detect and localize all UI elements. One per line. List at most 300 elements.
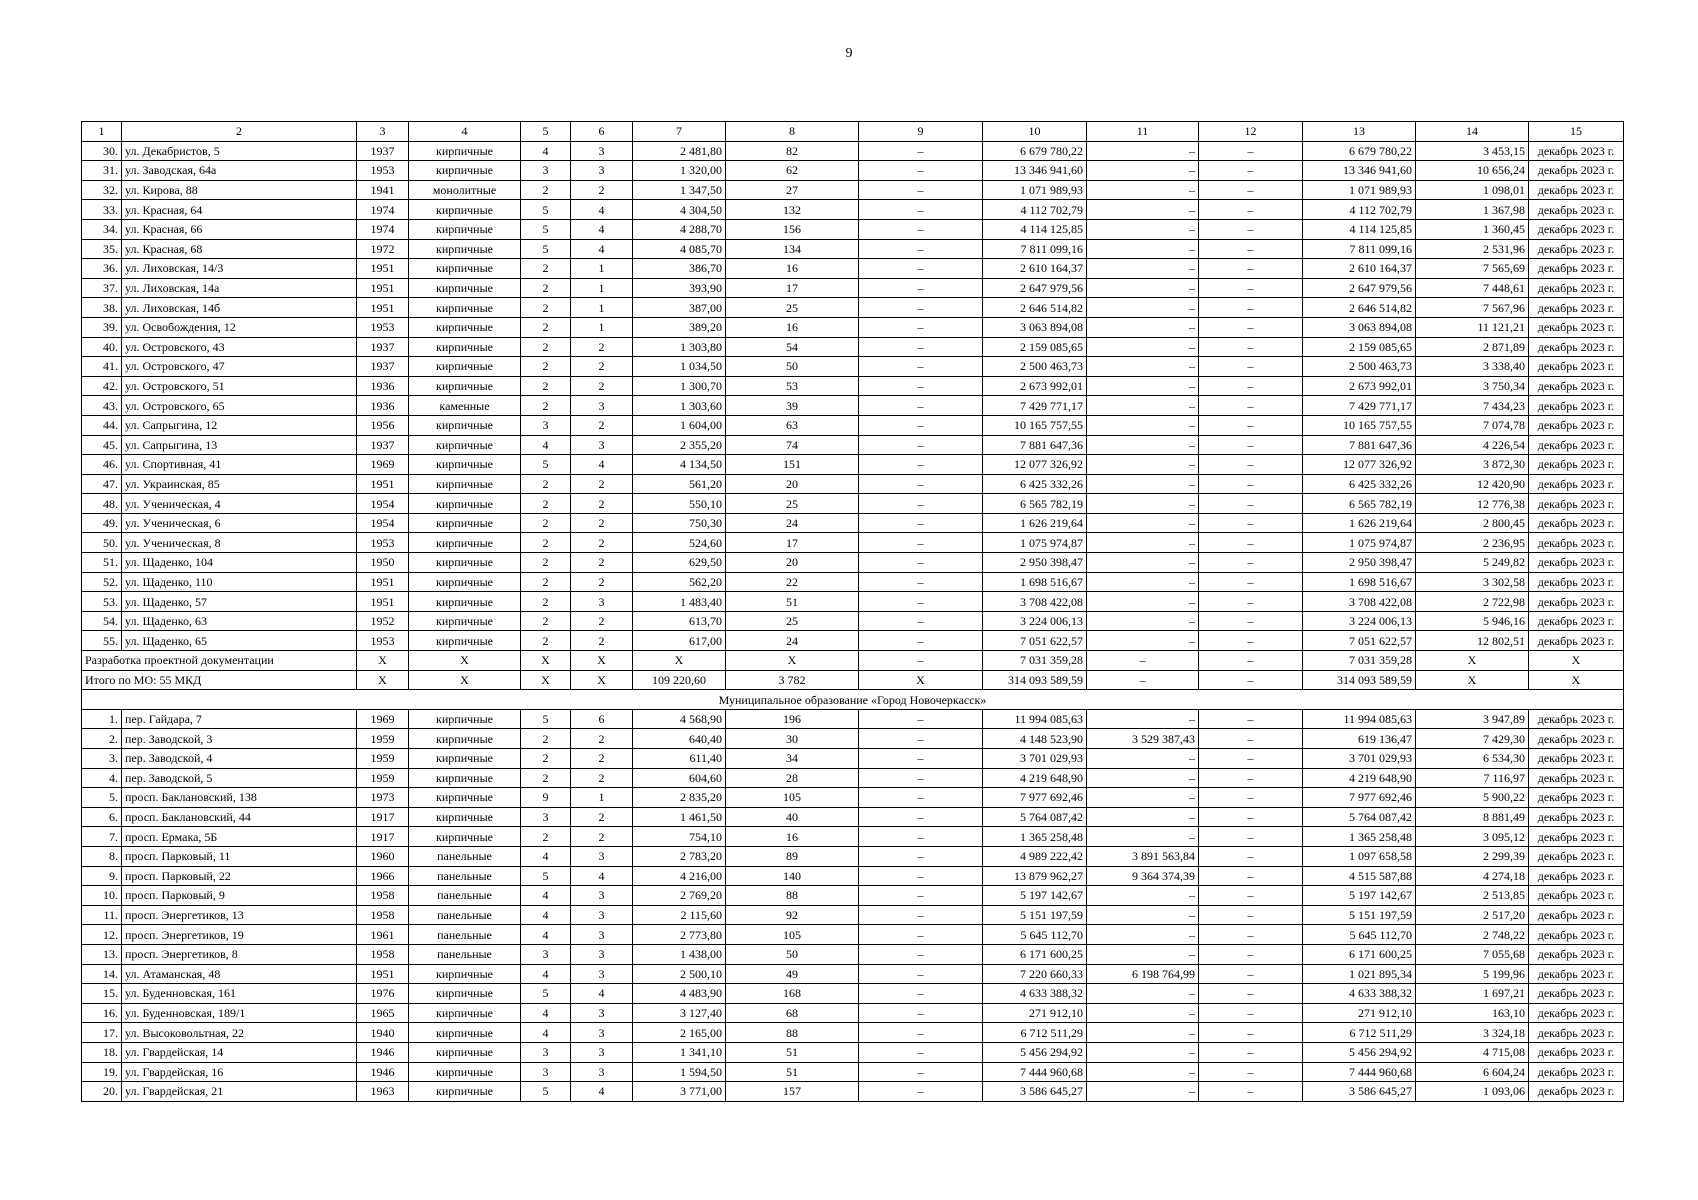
table-cell: 5 764 087,42 (983, 807, 1087, 827)
table-cell: декабрь 2023 г. (1529, 768, 1624, 788)
table-cell: кирпичные (409, 729, 521, 749)
table-cell: 7 434,23 (1416, 396, 1529, 416)
table-cell: – (1199, 239, 1303, 259)
table-cell: 4 568,90 (633, 709, 726, 729)
table-cell: 7 444 960,68 (1303, 1062, 1416, 1082)
table-cell: каменные (409, 396, 521, 416)
table-cell: 49. (82, 513, 122, 533)
table-cell: 3 (571, 435, 633, 455)
table-cell: 1 438,00 (633, 944, 726, 964)
table-cell: 5 151 197,59 (983, 905, 1087, 925)
table-cell: – (1087, 259, 1199, 279)
table-cell: 36. (82, 259, 122, 279)
table-cell: 1960 (357, 846, 409, 866)
table-cell: – (859, 239, 983, 259)
table-cell: – (1199, 749, 1303, 769)
table-cell: 1 071 989,93 (983, 180, 1087, 200)
table-cell: 2 646 514,82 (983, 298, 1087, 318)
table-cell: 1958 (357, 905, 409, 925)
table-cell: панельные (409, 866, 521, 886)
table-cell: 6 565 782,19 (1303, 494, 1416, 514)
table-row (82, 572, 1624, 592)
table-cell: декабрь 2023 г. (1529, 1082, 1624, 1102)
table-cell: декабрь 2023 г. (1529, 827, 1624, 847)
table-cell: 51. (82, 553, 122, 573)
table-cell: 1959 (357, 749, 409, 769)
table-cell: 4 112 702,79 (1303, 200, 1416, 220)
table-cell: ул. Гвардейская, 21 (122, 1082, 357, 1102)
table-cell: 3 (571, 964, 633, 984)
table-cell: 53 (726, 376, 859, 396)
table-cell: 562,20 (633, 572, 726, 592)
table-cell: 2 159 085,65 (983, 337, 1087, 357)
table-cell: кирпичные (409, 533, 521, 553)
table-cell: – (1087, 513, 1199, 533)
table-cell: 7 881 647,36 (983, 435, 1087, 455)
table-cell: декабрь 2023 г. (1529, 180, 1624, 200)
table-cell: – (1087, 200, 1199, 220)
table-cell: 48. (82, 494, 122, 514)
table-cell: 271 912,10 (983, 1003, 1087, 1023)
table-cell: – (1199, 768, 1303, 788)
table-cell: 25 (726, 611, 859, 631)
table-cell: 524,60 (633, 533, 726, 553)
table-cell: – (1087, 905, 1199, 925)
table-cell: декабрь 2023 г. (1529, 553, 1624, 573)
table-cell: 2 (571, 807, 633, 827)
table-cell: – (1199, 592, 1303, 612)
table-cell: 3 302,58 (1416, 572, 1529, 592)
table-cell: 1951 (357, 964, 409, 984)
table-cell: 1 604,00 (633, 415, 726, 435)
table-cell: – (1087, 239, 1199, 259)
table-cell: 25 (726, 298, 859, 318)
table-cell: – (859, 474, 983, 494)
table-cell: 51 (726, 1042, 859, 1062)
table-cell: 1 (571, 259, 633, 279)
table-cell: – (1087, 180, 1199, 200)
table-cell: декабрь 2023 г. (1529, 964, 1624, 984)
table-cell: 2 (521, 572, 571, 592)
table-cell: 3 708 422,08 (1303, 592, 1416, 612)
table-cell: 4 (521, 1023, 571, 1043)
table-cell: 2 115,60 (633, 905, 726, 925)
table-cell: 22 (726, 572, 859, 592)
table-cell: 140 (726, 866, 859, 886)
table-cell: 5 197 142,67 (1303, 886, 1416, 906)
table-cell: 5 (521, 1082, 571, 1102)
table-cell: просп. Парковый, 22 (122, 866, 357, 886)
table-cell: ул. Красная, 68 (122, 239, 357, 259)
table-cell: – (859, 1023, 983, 1043)
table-cell: 8 881,49 (1416, 807, 1529, 827)
table-row (82, 592, 1624, 612)
table-cell: Итого по МО: 55 МКД (82, 670, 357, 690)
table-cell: 4 (521, 925, 571, 945)
table-cell: – (1199, 513, 1303, 533)
table-cell: – (1199, 631, 1303, 651)
table-cell: 561,20 (633, 474, 726, 494)
table-cell: 3 (521, 161, 571, 181)
table-cell: просп. Баклановский, 138 (122, 788, 357, 808)
table-row (82, 964, 1624, 984)
table-cell: 9 (859, 122, 983, 142)
table-cell: 6 171 600,25 (1303, 944, 1416, 964)
table-cell: – (1199, 494, 1303, 514)
table-cell: ул. Лиховская, 14б (122, 298, 357, 318)
table-cell: 4 (571, 1082, 633, 1102)
table-cell: 13 (1303, 122, 1416, 142)
table-cell: кирпичные (409, 964, 521, 984)
table-cell: – (859, 141, 983, 161)
table-cell: 6 171 600,25 (983, 944, 1087, 964)
table-cell: 38. (82, 298, 122, 318)
table-cell: – (1087, 219, 1199, 239)
table-cell: 11 (1087, 122, 1199, 142)
table-cell: 7 444 960,68 (983, 1062, 1087, 1082)
table-cell: – (1199, 474, 1303, 494)
table-cell: пер. Заводской, 5 (122, 768, 357, 788)
table-row (82, 141, 1624, 161)
table-cell: 14. (82, 964, 122, 984)
table-cell: 3 (571, 396, 633, 416)
table-cell: – (1199, 827, 1303, 847)
table-cell: – (1199, 729, 1303, 749)
table-cell: кирпичные (409, 161, 521, 181)
table-cell: 1937 (357, 141, 409, 161)
table-cell: 1 303,80 (633, 337, 726, 357)
table-cell: ул. Щаденко, 104 (122, 553, 357, 573)
table-row (82, 455, 1624, 475)
table-cell: – (1087, 494, 1199, 514)
table-cell: 3 (357, 122, 409, 142)
table-cell: 10 165 757,55 (1303, 415, 1416, 435)
table-cell: – (1199, 905, 1303, 925)
table-cell: 52. (82, 572, 122, 592)
table-row (82, 807, 1624, 827)
table-cell: 3. (82, 749, 122, 769)
table-cell: 6 425 332,26 (1303, 474, 1416, 494)
table-cell: – (859, 749, 983, 769)
table-cell: – (859, 180, 983, 200)
table-cell: 2 (521, 337, 571, 357)
table-cell: 3 (571, 592, 633, 612)
table-cell: 1917 (357, 827, 409, 847)
table-cell: – (859, 200, 983, 220)
table-cell: 34 (726, 749, 859, 769)
table-cell: кирпичные (409, 1042, 521, 1062)
table-cell: – (1199, 357, 1303, 377)
table-cell: 2 (571, 611, 633, 631)
table-cell: 3 586 645,27 (983, 1082, 1087, 1102)
table-cell: ул. Заводская, 64а (122, 161, 357, 181)
table-cell: кирпичные (409, 572, 521, 592)
table-cell: просп. Энергетиков, 19 (122, 925, 357, 945)
table-cell: 314 093 589,59 (983, 670, 1087, 690)
table-cell: 3 771,00 (633, 1082, 726, 1102)
table-cell: 2 (521, 317, 571, 337)
table-cell: 20. (82, 1082, 122, 1102)
table-cell: 6 425 332,26 (983, 474, 1087, 494)
table-cell: панельные (409, 905, 521, 925)
table-cell: – (859, 1003, 983, 1023)
table-cell: 3 224 006,13 (1303, 611, 1416, 631)
table-cell: – (1087, 553, 1199, 573)
table-cell: кирпичные (409, 1023, 521, 1043)
table-cell: декабрь 2023 г. (1529, 1062, 1624, 1082)
table-cell: 11 121,21 (1416, 317, 1529, 337)
table-cell: ул. Гвардейская, 16 (122, 1062, 357, 1082)
table-cell: декабрь 2023 г. (1529, 278, 1624, 298)
table-cell: панельные (409, 846, 521, 866)
table-cell: 2 673 992,01 (1303, 376, 1416, 396)
table-cell: 2 (571, 553, 633, 573)
table-cell: пер. Заводской, 3 (122, 729, 357, 749)
table-cell: 5 249,82 (1416, 553, 1529, 573)
table-cell: декабрь 2023 г. (1529, 866, 1624, 886)
table-cell: X (1529, 651, 1624, 671)
table-cell: 1 698 516,67 (1303, 572, 1416, 592)
table-cell: – (1087, 317, 1199, 337)
table-cell: 1 098,01 (1416, 180, 1529, 200)
table-cell: 1 626 219,64 (983, 513, 1087, 533)
table-cell: 5 197 142,67 (983, 886, 1087, 906)
table-cell: ул. Украинская, 85 (122, 474, 357, 494)
table-row (82, 161, 1624, 181)
table-cell: ул. Островского, 43 (122, 337, 357, 357)
table-cell: кирпичные (409, 317, 521, 337)
table-cell: 3 (521, 1062, 571, 1082)
table-cell: 82 (726, 141, 859, 161)
table-cell: кирпичные (409, 376, 521, 396)
table-cell: 2 769,20 (633, 886, 726, 906)
table-cell: пер. Гайдара, 7 (122, 709, 357, 729)
table-cell: – (859, 886, 983, 906)
table-cell: декабрь 2023 г. (1529, 161, 1624, 181)
table-cell: декабрь 2023 г. (1529, 925, 1624, 945)
table-cell: декабрь 2023 г. (1529, 396, 1624, 416)
table-cell: 1 320,00 (633, 161, 726, 181)
table-cell: – (1199, 886, 1303, 906)
table-cell: 24 (726, 631, 859, 651)
table-cell: 6 679 780,22 (983, 141, 1087, 161)
table-cell: декабрь 2023 г. (1529, 1003, 1624, 1023)
table-cell: 1959 (357, 768, 409, 788)
table-cell: – (859, 925, 983, 945)
table-cell: 1951 (357, 278, 409, 298)
table-cell: 1953 (357, 631, 409, 651)
table-cell: – (1087, 651, 1199, 671)
table-cell: – (1199, 415, 1303, 435)
table-cell: – (1199, 1062, 1303, 1082)
table-cell: 30. (82, 141, 122, 161)
table-cell: 4 (571, 219, 633, 239)
table-cell: 3 701 029,93 (983, 749, 1087, 769)
table-cell: – (1199, 396, 1303, 416)
table-cell: 5 (521, 984, 571, 1004)
table-cell: – (859, 905, 983, 925)
table-cell: 3 750,34 (1416, 376, 1529, 396)
table-cell: – (1087, 925, 1199, 945)
table-cell: 134 (726, 239, 859, 259)
table-cell: 10 165 757,55 (983, 415, 1087, 435)
table-cell: кирпичные (409, 788, 521, 808)
table-cell: 1 347,50 (633, 180, 726, 200)
table-cell: декабрь 2023 г. (1529, 298, 1624, 318)
table-cell: декабрь 2023 г. (1529, 788, 1624, 808)
table-cell: 7 220 660,33 (983, 964, 1087, 984)
table-cell: 46. (82, 455, 122, 475)
table-cell: 1 (571, 788, 633, 808)
table-cell: 7 977 692,46 (1303, 788, 1416, 808)
table-cell: 314 093 589,59 (1303, 670, 1416, 690)
table-cell: 6 679 780,22 (1303, 141, 1416, 161)
table-cell: 11 994 085,63 (1303, 709, 1416, 729)
table-cell: – (859, 455, 983, 475)
table-cell: просп. Энергетиков, 8 (122, 944, 357, 964)
table-cell: 1936 (357, 396, 409, 416)
table-cell: – (1199, 709, 1303, 729)
table-cell: 3 224 006,13 (983, 611, 1087, 631)
table-cell: 1 626 219,64 (1303, 513, 1416, 533)
table-cell: 12 802,51 (1416, 631, 1529, 651)
table-cell: – (1199, 572, 1303, 592)
table-cell: 2 673 992,01 (983, 376, 1087, 396)
table-cell: 4 134,50 (633, 455, 726, 475)
table-cell: кирпичные (409, 749, 521, 769)
table-cell: – (1199, 278, 1303, 298)
table-cell: 41. (82, 357, 122, 377)
table-cell: 2 647 979,56 (983, 278, 1087, 298)
table-cell: ул. Островского, 65 (122, 396, 357, 416)
table-cell: 3 324,18 (1416, 1023, 1529, 1043)
table-cell: – (1087, 807, 1199, 827)
table-row (82, 337, 1624, 357)
table-cell: 7 116,97 (1416, 768, 1529, 788)
table-cell: 5. (82, 788, 122, 808)
table-cell: 2 500 463,73 (983, 357, 1087, 377)
table-cell: кирпичные (409, 259, 521, 279)
table-cell: 8 (726, 122, 859, 142)
table-row (82, 1082, 1624, 1102)
section-title-row (82, 690, 1624, 710)
table-cell: 629,50 (633, 553, 726, 573)
table-cell: 20 (726, 553, 859, 573)
table-cell: – (1087, 435, 1199, 455)
table-cell: кирпичные (409, 239, 521, 259)
table-cell: ул. Гвардейская, 14 (122, 1042, 357, 1062)
table-cell: кирпичные (409, 827, 521, 847)
table-cell: декабрь 2023 г. (1529, 944, 1624, 964)
table-cell: просп. Баклановский, 44 (122, 807, 357, 827)
table-cell: 5 (521, 219, 571, 239)
table-cell: ул. Буденновская, 161 (122, 984, 357, 1004)
table-cell: X (409, 651, 521, 671)
table-cell: 1 (82, 122, 122, 142)
table-cell: – (1087, 572, 1199, 592)
table-row (82, 729, 1624, 749)
table-cell: ул. Красная, 66 (122, 219, 357, 239)
table-cell: X (633, 651, 726, 671)
table-cell: 2 (521, 180, 571, 200)
table-row (82, 357, 1624, 377)
table-cell: 2 (571, 415, 633, 435)
table-cell: кирпичные (409, 709, 521, 729)
table-cell: – (1087, 278, 1199, 298)
table-cell: декабрь 2023 г. (1529, 435, 1624, 455)
table-cell: 11. (82, 905, 122, 925)
table-row (82, 259, 1624, 279)
table-cell: 5 456 294,92 (1303, 1042, 1416, 1062)
table-cell: 3 453,15 (1416, 141, 1529, 161)
table-row (82, 474, 1624, 494)
table-cell: – (1087, 592, 1199, 612)
table-cell: 271 912,10 (1303, 1003, 1416, 1023)
table-cell: 157 (726, 1082, 859, 1102)
table-cell: – (1199, 455, 1303, 475)
table-cell: 2 (521, 396, 571, 416)
table-cell: 4 483,90 (633, 984, 726, 1004)
table-cell: 1965 (357, 1003, 409, 1023)
table-cell: 6 198 764,99 (1087, 964, 1199, 984)
table-cell: – (859, 1062, 983, 1082)
table-cell: 5 151 197,59 (1303, 905, 1416, 925)
table-cell: кирпичные (409, 592, 521, 612)
table-cell: 1 341,10 (633, 1042, 726, 1062)
table-cell: 2 (521, 631, 571, 651)
table-cell: 1937 (357, 435, 409, 455)
table-cell: 3 (521, 1042, 571, 1062)
table-cell: 2 (521, 827, 571, 847)
table-cell: 16 (726, 259, 859, 279)
table-cell: – (1087, 474, 1199, 494)
table-cell: – (1087, 1082, 1199, 1102)
table-cell: 2 (571, 631, 633, 651)
table-cell: декабрь 2023 г. (1529, 533, 1624, 553)
table-cell: 1951 (357, 572, 409, 592)
table-cell: 5 199,96 (1416, 964, 1529, 984)
table-row (82, 1062, 1624, 1082)
table-cell: 3 (571, 161, 633, 181)
table-cell: пер. Заводской, 4 (122, 749, 357, 769)
table-cell: 7 (633, 122, 726, 142)
table-cell: 1974 (357, 219, 409, 239)
table-cell: 196 (726, 709, 859, 729)
table-cell: – (1087, 533, 1199, 553)
table-cell: 2 165,00 (633, 1023, 726, 1043)
table-cell: 3 (521, 807, 571, 827)
table-cell: 7 051 622,57 (983, 631, 1087, 651)
table-cell: кирпичные (409, 611, 521, 631)
table-row (82, 768, 1624, 788)
table-cell: 3 (571, 141, 633, 161)
table-cell: 12 (1199, 122, 1303, 142)
table-cell: – (859, 533, 983, 553)
table-cell: 619 136,47 (1303, 729, 1416, 749)
table-cell: – (859, 866, 983, 886)
table-cell: – (859, 415, 983, 435)
table-cell: 2 871,89 (1416, 337, 1529, 357)
table-cell: ул. Лиховская, 14/3 (122, 259, 357, 279)
table-cell: – (1199, 846, 1303, 866)
table-cell: 54. (82, 611, 122, 631)
table-cell: ул. Щаденко, 57 (122, 592, 357, 612)
table-cell: 1 300,70 (633, 376, 726, 396)
table-cell: 18. (82, 1042, 122, 1062)
table-cell: 20 (726, 474, 859, 494)
table-cell: 4 (571, 200, 633, 220)
table-cell: ул. Красная, 64 (122, 200, 357, 220)
